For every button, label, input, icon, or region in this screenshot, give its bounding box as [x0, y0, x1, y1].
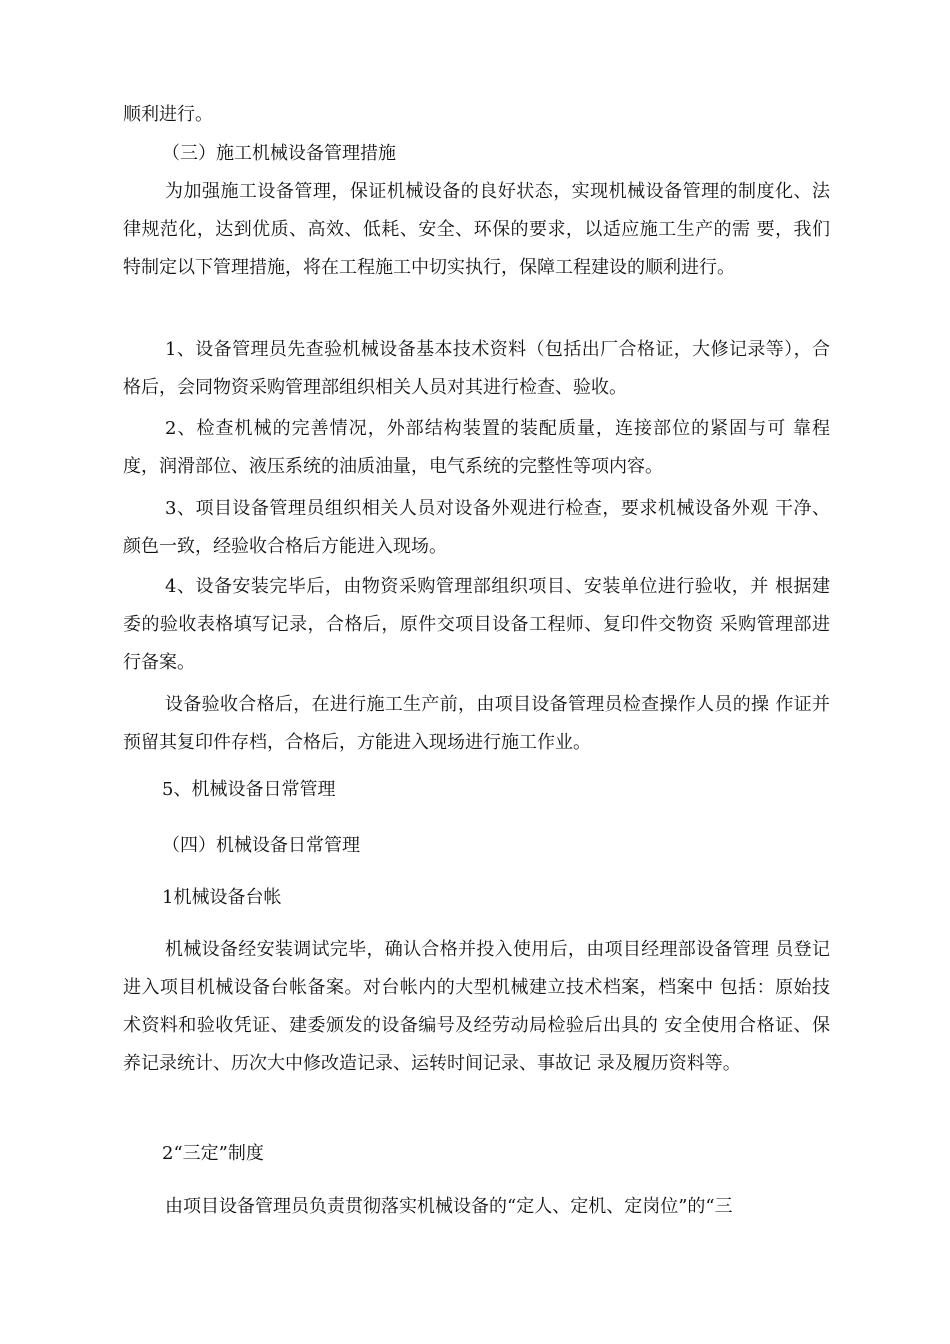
continuation-paragraph: 顺利进行。 [123, 104, 213, 125]
acceptance-paragraph: 设备验收合格后，在进行施工生产前，由项目设备管理员检查操作人员的操 作证并预留其复印件存档，合格后，方能进入现场进行施工作业。 [123, 694, 830, 753]
item-2-paragraph: 2、检查机械的完善情况，外部结构装置的装配质量，连接部位的紧固与可 靠程度，润滑部位、液压系统的油质油量，电气系统的完整性等项内容。 [123, 418, 830, 477]
item-1-paragraph: 1、设备管理员先查验机械设备基本技术资料（包括出厂合格证，大修记录等），合格后，会同物资采购管理部组织相关人员对其进行检查、验收。 [123, 339, 830, 398]
item-5-heading: 5、机械设备日常管理 [162, 779, 336, 800]
section-heading-three: （三）施工机械设备管理措施 [162, 143, 396, 164]
item-4-paragraph: 4、设备安装完毕后，由物资采购管理部组织项目、安装单位进行验收，并 根据建委的验收表格填写记录，合格后，原件交项目设备工程师、复印件交物资 采购管理部进行备案。 [123, 576, 830, 673]
ledger-paragraph: 机械设备经安装调试完毕，确认合格并投入使用后，由项目经理部设备管理 员登记进入项目机械设备台帐备案。对台帐内的大型机械建立技术档案，档案中 包括：原始技术资料和验收凭证、建委颁发的设备编号及经劳动局检验后出具的 安全使用合格证、保养记录统计、历次大中修改造记录、运转时间记录、事故记 录及履历资料等。 [123, 939, 830, 1074]
intro-paragraph: 为加强施工设备管理，保证机械设备的良好状态，实现机械设备管理的制度化、法律规范化，达到优质、高效、低耗、安全、环保的要求，以适应施工生产的需 要，我们特制定以下管理措施，将在工程施工中切实执行，保障工程建设的顺利进行。 [123, 181, 830, 278]
item-3-paragraph: 3、项目设备管理员组织相关人员对设备外观进行检查，要求机械设备外观 干净、颜色一致，经验收合格后方能进入现场。 [123, 498, 830, 557]
subheading-three-fixed: 2“三定”制度 [162, 1143, 264, 1164]
subheading-ledger: 1机械设备台帐 [162, 887, 282, 908]
section-heading-four: （四）机械设备日常管理 [162, 835, 360, 856]
three-fixed-paragraph: 由项目设备管理员负责贯彻落实机械设备的“定人、定机、定岗位”的“三 [165, 1196, 733, 1217]
